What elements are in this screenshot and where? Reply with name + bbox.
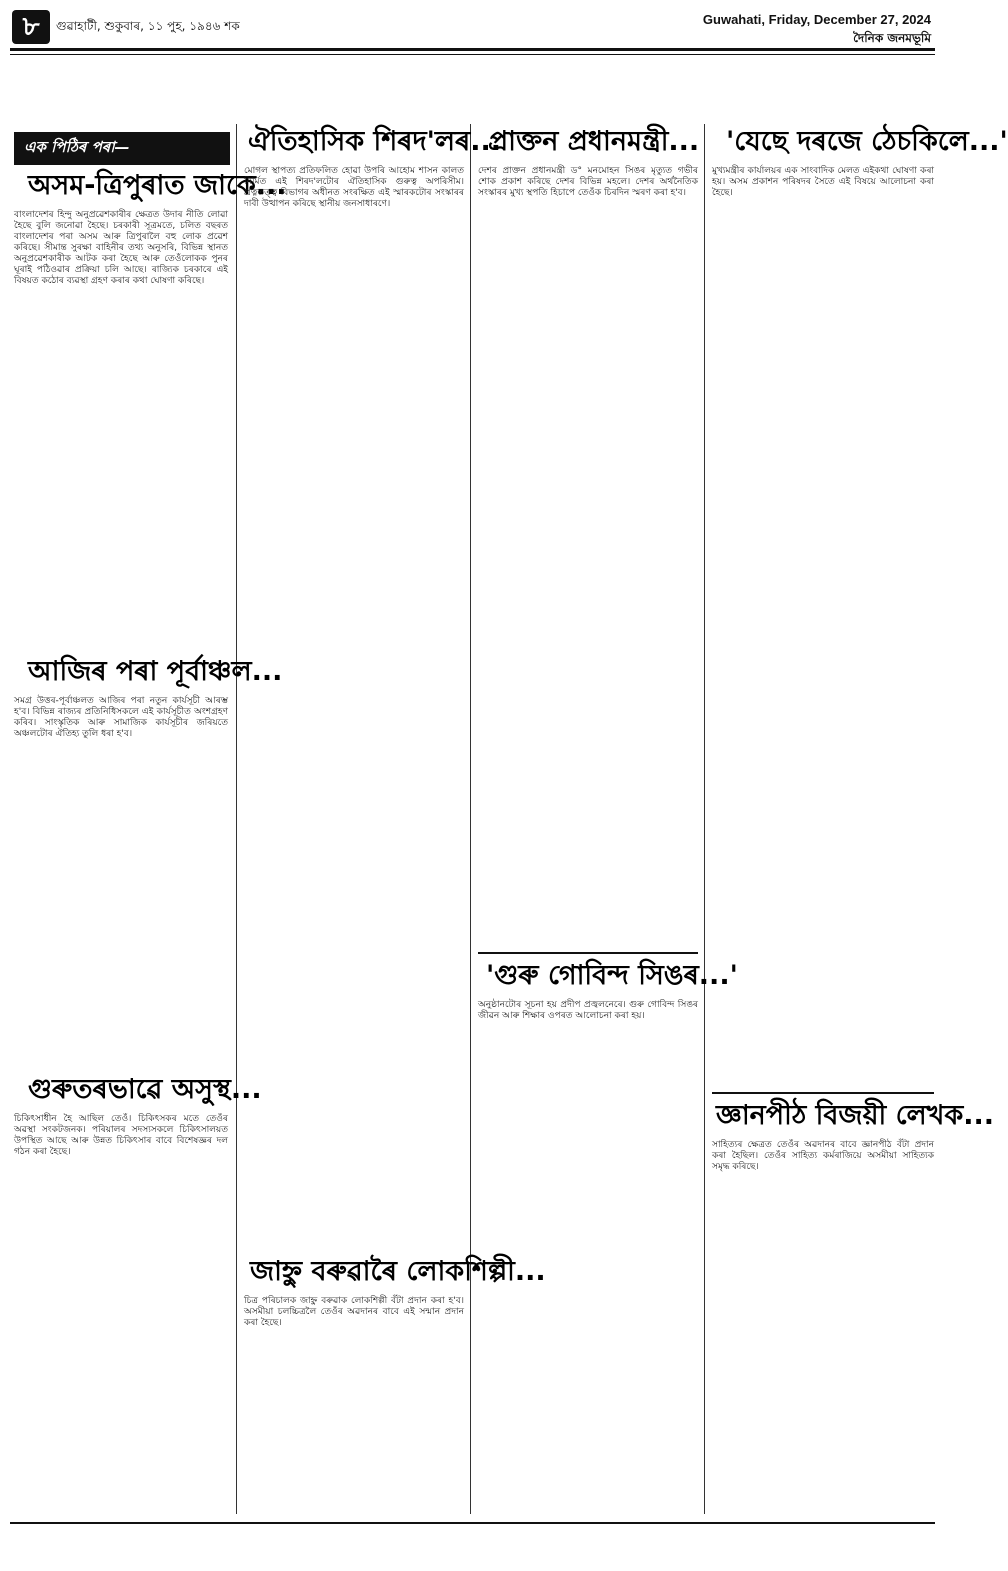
footer-rule xyxy=(10,1522,935,1524)
headline-jnanpith: জ্ঞানপীঠ বিজয়ী লেখক... xyxy=(716,1100,995,1131)
article-body-assam-tripura: বাংলাদেশৰ হিন্দু অনুপ্ৰৱেশকাৰীৰ ক্ষেত্ৰত উদাৰ নীতি লোৱা হৈছে বুলি জনোৱা হৈছে। চৰকাৰী সূত্ৰমতে, চলিত বছৰত বাংলাদেশৰ পৰা অসম আৰু ত্ৰিপুৰালৈ বহু লোক প্ৰৱেশ কৰিছে। সীমান্ত সুৰক্ষা বাহিনীৰ তথ্য অনুসৰি, বিভিন্ন স্থানত অনুপ্ৰৱেশকাৰীক আটক কৰা হৈছে আৰু তেওঁলোকক পুনৰ ঘূৰাই পঠিওৱাৰ প্ৰক্ৰিয়া চলি আছে। ৰাজ্যিক চৰকাৰে এই বিষয়ত কঠোৰ ব্যৱস্থা গ্ৰহণ কৰাৰ কথা ঘোষণা কৰিছে। xyxy=(14,210,228,286)
header-rule xyxy=(10,48,935,51)
column-divider xyxy=(704,124,705,1514)
article-body-jnanpith: সাহিত্যৰ ক্ষেত্ৰত তেওঁৰ অৱদানৰ বাবে জ্ঞানপীঠ বঁটা প্ৰদান কৰা হৈছিল। তেওঁৰ সাহিত্য কৰ্মৰাজিয়ে অসমীয়া সাহিত্যক সমৃদ্ধ কৰিছে। xyxy=(712,1140,934,1172)
section-label: এক পিঠিৰ পৰা— xyxy=(14,132,230,165)
article-body-purbanchal: সমগ্ৰ উত্তৰ-পূৰ্বাঞ্চলত আজিৰ পৰা নতুন কাৰ্যসূচী আৰম্ভ হ'ব। বিভিন্ন ৰাজ্যৰ প্ৰতিনিধিসকলে এই কাৰ্যসূচীত অংশগ্ৰহণ কৰিব। সাংস্কৃতিক আৰু সামাজিক কাৰ্যসূচীৰ জৰিয়তে অঞ্চলটোৰ ঐতিহ্য তুলি ধৰা হ'ব। xyxy=(14,696,228,739)
article-body-critical-illness: চিকিৎসাধীন হৈ আছিল তেওঁ। চিকিৎসকৰ মতে তেওঁৰ অৱস্থা সংকটজনক। পৰিয়ালৰ সদস্যসকলে চিকিৎসালয়ত উপস্থিত আছে আৰু উন্নত চিকিৎসাৰ বাবে বিশেষজ্ঞৰ দল গঠন কৰা হৈছে। xyxy=(14,1114,228,1157)
headline-guru-gobind: 'গুৰু গোবিন্দ সিঙৰ...' xyxy=(486,960,738,991)
header-rule-thin xyxy=(10,54,935,55)
headline-purbanchal: আজিৰ পৰা পূৰ্বাঞ্চল... xyxy=(28,656,283,687)
headline-assam-tripura: অসম-ত্ৰিপুৰাত জাকে... xyxy=(28,170,287,201)
article-body-historic-shivadol: মোগল স্থাপত্য প্ৰতিফলিত হোৱা উপৰি আহোম শাসন কালত নিৰ্মিত এই শিৰদ'লটোৰ ঐতিহাসিক গুৰুত্ব অপৰিসীম। প্ৰত্নতত্ত্ব বিভাগৰ অধীনত সংৰক্ষিত এই স্মাৰকটোৰ সংস্কাৰৰ দাবী উত্থাপন কৰিছে স্থানীয় জনসাধাৰণে। xyxy=(244,166,464,209)
date-line-english: Guwahati, Friday, December 27, 2024 xyxy=(702,12,931,27)
column-divider xyxy=(470,124,471,1514)
section-divider xyxy=(478,952,698,954)
headline-critical-illness: গুৰুতৰভাৱে অসুস্থ... xyxy=(28,1074,262,1105)
headline-jahnu-barua: জাহ্নু বৰুৱাৰৈ লোকশিল্পী... xyxy=(250,1256,546,1287)
column-divider xyxy=(236,124,237,1514)
paper-name: দৈনিক জনমভূমি xyxy=(853,31,931,45)
article-body-jahnu-barua: চিত্ৰ পৰিচালক জাহ্নু বৰুৱাক লোকশিল্পী বঁটা প্ৰদান কৰা হ'ব। অসমীয়া চলচ্চিত্ৰলৈ তেওঁৰ অৱদানৰ বাবে এই সন্মান প্ৰদান কৰা হৈছে। xyxy=(244,1296,464,1328)
article-body-guru-gobind: অনুষ্ঠানটোৰ সূচনা হয় প্ৰদীপ প্ৰজ্বলনেৰে। গুৰু গোবিন্দ সিঙৰ জীৱন আৰু শিক্ষাৰ ওপৰত আলোচনা কৰা হয়। xyxy=(478,1000,698,1021)
date-line-assamese: গুৱাহাটী, শুকুবাৰ, ১১ পুহ, ১৯৪৬ শক xyxy=(56,19,240,33)
section-divider xyxy=(712,1092,934,1094)
page-number: ৮ xyxy=(12,10,50,44)
article-body-former-pm: দেশৰ প্ৰাক্তন প্ৰধানমন্ত্ৰী ড° মনমোহন সিঙৰ মৃত্যুত গভীৰ শোক প্ৰকাশ কৰিছে দেশৰ বিভিন্ন মহলে। দেশৰ অৰ্থনৈতিক সংস্কাৰৰ মুখ্য স্থপতি হিচাপে তেওঁক চিৰদিন স্মৰণ কৰা হ'ব। xyxy=(478,166,698,198)
page-header xyxy=(10,8,935,62)
headline-historic-shivadol: ঐতিহাসিক শিৰদ'লৰ... xyxy=(248,126,501,157)
headline-former-pm: প্ৰাক্তন প্ৰধানমন্ত্ৰী... xyxy=(488,126,700,157)
headline-door-push: 'যেছে দৰজে ঠেচকিলে...' xyxy=(726,126,1008,157)
article-body-door-push: মুখ্যমন্ত্ৰীৰ কাৰ্যালয়ৰ এক সাংবাদিক মেলত এইকথা ঘোষণা কৰা হয়। অসম প্ৰকাশন পৰিষদৰ সৈতে এই বিষয়ে আলোচনা কৰা হৈছে। xyxy=(712,166,934,198)
